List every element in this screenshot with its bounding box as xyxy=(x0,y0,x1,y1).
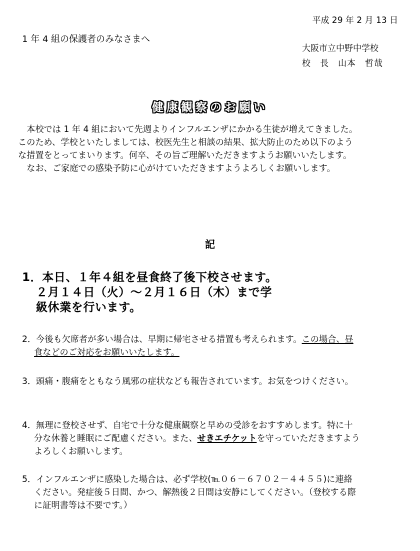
item-text: 分な休養と睡眠にご配慮ください。また、 xyxy=(34,434,198,444)
addressee: 1 年 4 組の保護者のみなさまへ xyxy=(22,35,151,45)
item-line xyxy=(22,334,406,347)
notice-item-2 xyxy=(22,334,406,360)
ki-heading: 記 xyxy=(205,240,215,251)
item-line: よろしくお願いします。 xyxy=(34,447,128,457)
item-text: を守っていただきますよう xyxy=(256,434,360,444)
item-line: ください。発症後５日間、かつ、解熱後２日間は安静にしてください。（登校する際 xyxy=(34,488,356,498)
document-title: 健康観察のお願い xyxy=(152,100,268,114)
item-text: 2．今後も欠席者が多い場合は、早期に帰宅させる措置も考えられます。 xyxy=(22,335,302,345)
principal-name: 校 長 山本 哲哉 xyxy=(302,59,384,69)
item-line: ２月１４日（火）～２月１６日（木）まで学 xyxy=(36,285,272,299)
school-name: 大阪市立中野中学校 xyxy=(302,44,379,54)
body-paragraph xyxy=(18,124,402,176)
notice-item-5 xyxy=(22,474,406,513)
body-line: なお、ご家庭での感染予防に心がけていただきますようよろしくお願いします。 xyxy=(18,164,336,174)
item-line: 5．インフルエンザに感染した場合は、必ず学校(℡０６－６７０２－４４５５)に連絡 xyxy=(22,475,353,485)
item-line xyxy=(22,433,406,446)
underlined-text: 食などのご対応をお願いいたします。 xyxy=(34,348,180,358)
item-line: 3．頭痛・腹痛をともなう風邪の症状なども報告されています。お気をつけください。 xyxy=(22,377,354,387)
cough-etiquette-text: せきエチケット xyxy=(197,434,257,444)
notice-item-1 xyxy=(22,270,406,315)
item-line: 4．無理に登校させず、自宅で十分な健康観察と早めの受診をおすすめします。特に十 xyxy=(22,421,353,431)
item-line: に証明書等は不要です。） xyxy=(34,501,133,511)
body-line: な措置をとってまいります。何卒、その旨ご理解いただきますようお願いいたします。 xyxy=(18,151,352,161)
body-line: このため、学校といたしましては、校医先生と相談の結果、拡大防止のため以下のよう xyxy=(18,138,353,148)
item-line: 1．本日、１年４組を昼食終了後下校させます。 xyxy=(22,270,278,284)
item-line: 級休業を行います。 xyxy=(36,300,142,314)
notice-item-4 xyxy=(22,420,406,459)
notice-item-3 xyxy=(22,376,406,389)
body-line: 本校では 1 年 4 組において先週よりインフルエンザにかかる生徒が増えてきました。 xyxy=(18,125,358,135)
date: 平成 29 年 2 月 13 日 xyxy=(312,16,398,26)
underlined-text: この場合、昼 xyxy=(301,335,354,345)
